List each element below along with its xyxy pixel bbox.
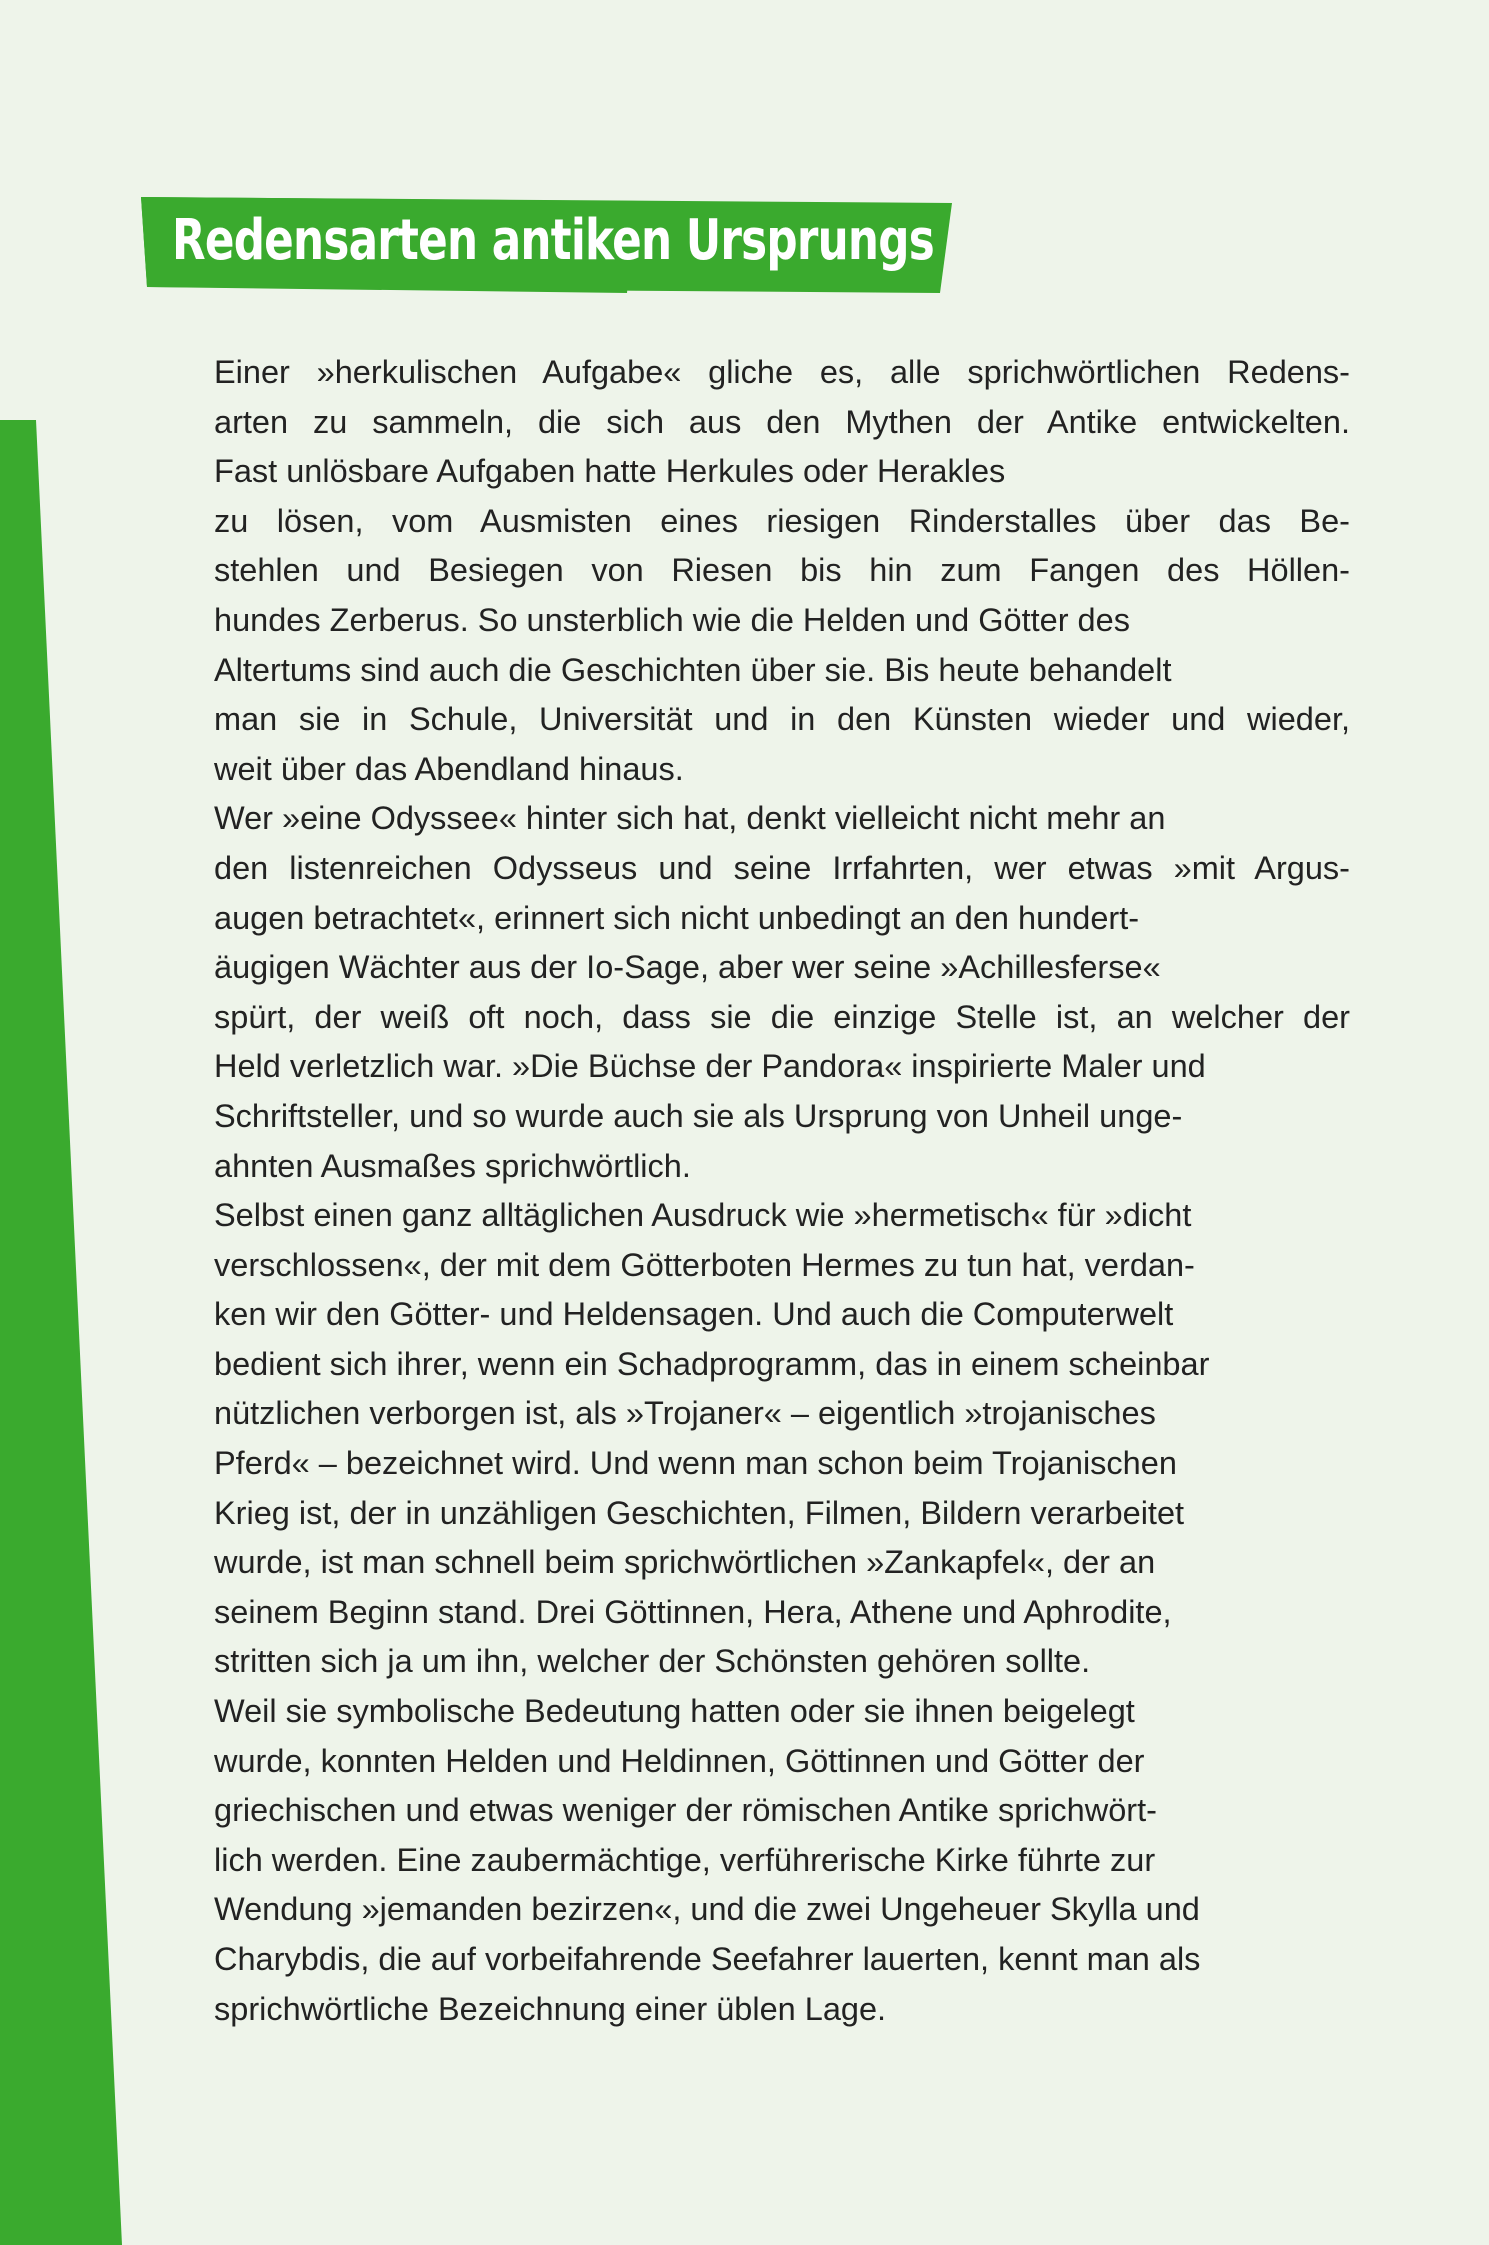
text-line: griechischen und etwas weniger der römischen Antike sprichwört- <box>214 1792 1157 1829</box>
title-banner-shape <box>0 0 1489 400</box>
text-line: Pferd« – bezeichnet wird. Und wenn man schon beim Trojanischen <box>214 1445 1177 1482</box>
text-line: seinem Beginn stand. Drei Göttinnen, Hera, Athene und Aphrodite, <box>214 1593 1172 1630</box>
text-line: stritten sich ja um ihn, welcher der Schönsten gehören sollte. <box>214 1643 1091 1680</box>
text-line: Charybdis, die auf vorbeifahrende Seefahrer lauerten, kennt man als <box>214 1941 1201 1977</box>
text-line: Krieg ist, der in unzähligen Geschichten, Filmen, Bildern verarbeitet <box>214 1494 1185 1531</box>
text-line: sprichwörtliche Bezeichnung einer üblen Lage. <box>214 1990 887 2027</box>
text-line: Schriftsteller, und so wurde auch sie als Ursprung von Unheil unge- <box>214 1097 1183 1134</box>
text-line: äugigen Wächter aus der Io-Sage, aber wer seine »Achillesferse« <box>214 949 1161 986</box>
text-line: wurde, ist man schnell beim sprichwörtlichen »Zankapfel«, der an <box>214 1544 1156 1581</box>
text-line: Wer »eine Odyssee« hinter sich hat, denkt vielleicht nicht mehr an <box>214 800 1166 837</box>
text-line: ken wir den Götter- und Heldensagen. Und auch die Computerwelt <box>214 1296 1174 1333</box>
text-line: man sie in Schule, Universität und in den Künsten wieder und wieder, <box>214 701 1350 738</box>
text-line: verschlossen«, der mit dem Götterboten Hermes zu tun hat, verdan- <box>214 1246 1195 1283</box>
body-text <box>214 348 1350 2034</box>
text-line: augen betrachtet«, erinnert sich nicht unbedingt an den hundert- <box>214 899 1140 936</box>
text-line: zu lösen, vom Ausmisten eines riesigen Rinderstalles über das Be- <box>214 502 1350 539</box>
text-line: Fast unlösbare Aufgaben hatte Herkules oder Herakles <box>214 453 1006 490</box>
text-line: wurde, konnten Helden und Heldinnen, Göttinnen und Götter der <box>214 1742 1145 1779</box>
text-line: Selbst einen ganz alltäglichen Ausdruck wie »hermetisch« für »dicht <box>214 1197 1192 1234</box>
text-line: nützlichen verborgen ist, als »Trojaner« – eigentlich »trojanisches <box>214 1395 1156 1432</box>
text-line: Weil sie symbolische Bedeutung hatten oder sie ihnen beigelegt <box>214 1693 1135 1730</box>
page-title: Redensarten antiken Ursprungs <box>172 208 934 273</box>
text-line: weit über das Abendland hinaus. <box>214 750 684 787</box>
text-line: stehlen und Besiegen von Riesen bis hin zum Fangen des Höllen- <box>214 552 1350 589</box>
text-line: Altertums sind auch die Geschichten über sie. Bis heute behandelt <box>214 651 1172 688</box>
text-line: Held verletzlich war. »Die Büchse der Pandora« inspirierte Maler und <box>214 1048 1206 1085</box>
text-line: lich werden. Eine zaubermächtige, verführerische Kirke führte zur <box>214 1841 1156 1878</box>
text-line: bedient sich ihrer, wenn ein Schadprogramm, das in einem scheinbar <box>214 1345 1210 1382</box>
text-line: den listenreichen Odysseus und seine Irrfahrten, wer etwas »mit Argus- <box>214 849 1350 886</box>
text-line: Wendung »jemanden bezirzen«, und die zwei Ungeheuer Skylla und <box>214 1891 1200 1928</box>
text-line: spürt, der weiß oft noch, dass sie die einzige Stelle ist, an welcher der <box>214 998 1350 1035</box>
text-line: ahnten Ausmaßes sprichwörtlich. <box>214 1147 691 1184</box>
text-line: Einer »herkulischen Aufgabe« gliche es, alle sprichwörtlichen Redens- <box>214 354 1350 390</box>
text-line: hundes Zerberus. So unsterblich wie die Helden und Götter des <box>214 601 1130 638</box>
text-line: arten zu sammeln, die sich aus den Mythen der Antike entwickelten. <box>214 403 1350 440</box>
